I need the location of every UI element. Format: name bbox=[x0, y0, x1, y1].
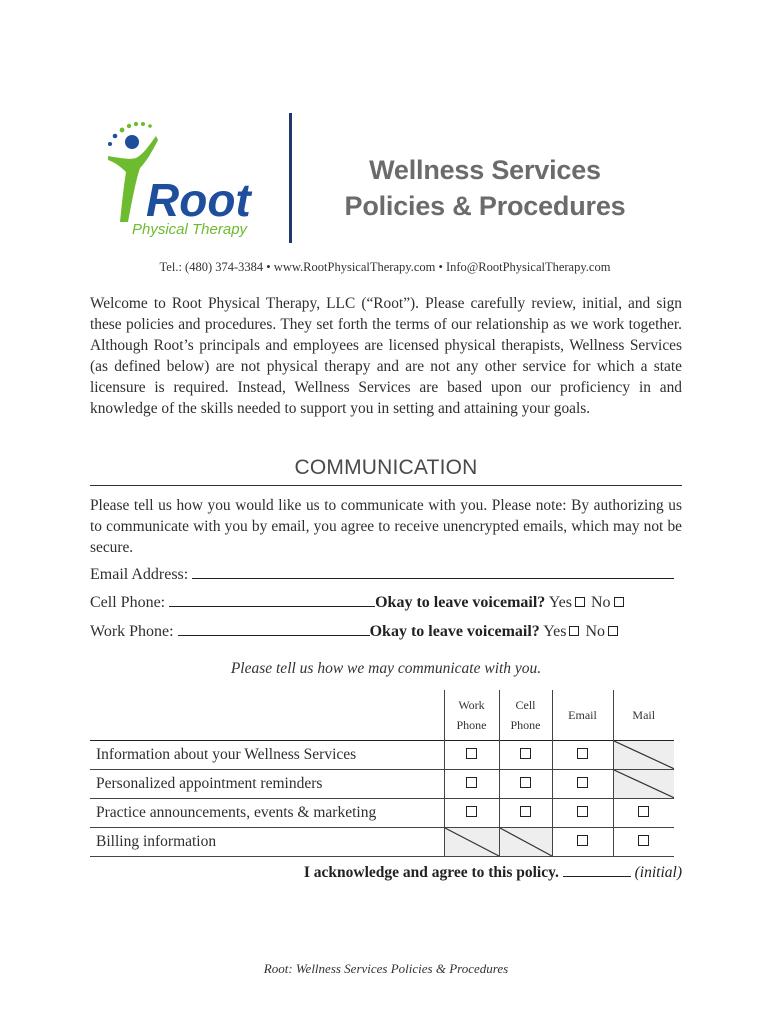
cell-reminders-email bbox=[552, 770, 613, 799]
work-voicemail-yes-label: Yes bbox=[543, 623, 567, 640]
work-voicemail-yes-checkbox[interactable] bbox=[569, 626, 579, 636]
table-header-row bbox=[90, 690, 674, 741]
checkbox-wellness-cell-phone[interactable] bbox=[520, 748, 531, 759]
cell-phone-row bbox=[90, 592, 626, 612]
cell-announcements-work bbox=[444, 799, 499, 828]
acknowledgement-line bbox=[90, 864, 682, 882]
email-address-label: Email Address: bbox=[90, 566, 189, 583]
checkbox-announcements-work-phone[interactable] bbox=[466, 806, 477, 817]
col-header-email: Email bbox=[552, 690, 613, 741]
table-header-blank bbox=[90, 690, 444, 741]
col-header-cell-phone: Cell Phone bbox=[499, 690, 552, 741]
work-voicemail-question: Okay to leave voicemail? bbox=[369, 623, 540, 640]
table-row bbox=[90, 799, 674, 828]
cell-announcements-cell bbox=[499, 799, 552, 828]
table-row bbox=[90, 741, 674, 770]
contact-info: Tel.: (480) 374-3384 • www.RootPhysicalTherapy.com • Info@RootPhysicalTherapy.com bbox=[159, 260, 611, 274]
cell-voicemail-yes-checkbox[interactable] bbox=[575, 597, 585, 607]
checkbox-billing-email[interactable] bbox=[577, 835, 588, 846]
logo-tagline-text: Physical Therapy bbox=[132, 221, 248, 238]
cell-wellness-cell bbox=[499, 741, 552, 770]
not-applicable-billing-cell bbox=[499, 828, 552, 857]
communication-intro-paragraph: Please tell us how you would like us to communicate with you. Please note: By authorizing us to communicate with you by email, you agree to receive unencrypted emails, which may not be secure. bbox=[90, 497, 682, 556]
cell-billing-email bbox=[552, 828, 613, 857]
cell-phone-label: Cell Phone: bbox=[90, 594, 166, 611]
checkbox-billing-mail[interactable] bbox=[638, 835, 649, 846]
checkbox-wellness-email[interactable] bbox=[577, 748, 588, 759]
col-header-mail: Mail bbox=[613, 690, 674, 741]
cell-billing-mail bbox=[613, 828, 674, 857]
work-phone-field[interactable] bbox=[178, 621, 370, 636]
checkbox-announcements-email[interactable] bbox=[577, 806, 588, 817]
preferences-caption: Please tell us how we may communicate with you. bbox=[230, 660, 542, 677]
cell-phone-field[interactable] bbox=[169, 592, 375, 607]
row-label-billing-information: Billing information bbox=[90, 828, 444, 857]
page-footer: Root: Wellness Services Policies & Procedures bbox=[263, 961, 509, 976]
row-label-appointment-reminders: Personalized appointment reminders bbox=[90, 770, 444, 799]
communication-preferences-table bbox=[90, 690, 674, 857]
cell-wellness-email bbox=[552, 741, 613, 770]
email-address-field[interactable] bbox=[192, 564, 674, 579]
cell-voicemail-question: Okay to leave voicemail? bbox=[375, 594, 546, 611]
checkbox-reminders-cell-phone[interactable] bbox=[520, 777, 531, 788]
work-phone-row bbox=[90, 621, 620, 641]
cell-voicemail-no-label: No bbox=[590, 594, 611, 611]
header-divider bbox=[289, 113, 292, 243]
acknowledgement-text: I acknowledge and agree to this policy. bbox=[303, 864, 559, 881]
cell-reminders-work bbox=[444, 770, 499, 799]
section-heading-rule bbox=[90, 485, 682, 486]
checkbox-reminders-work-phone[interactable] bbox=[466, 777, 477, 788]
work-phone-label: Work Phone: bbox=[90, 623, 174, 640]
row-label-practice-announcements: Practice announcements, events & marketing bbox=[90, 799, 444, 828]
checkbox-announcements-mail[interactable] bbox=[638, 806, 649, 817]
document-title-line-1: Wellness Services bbox=[369, 155, 601, 185]
cell-announcements-mail bbox=[613, 799, 674, 828]
logo-brand-text: Root bbox=[146, 174, 251, 226]
not-applicable-billing-work bbox=[444, 828, 499, 857]
checkbox-reminders-email[interactable] bbox=[577, 777, 588, 788]
work-voicemail-no-checkbox[interactable] bbox=[608, 626, 618, 636]
row-label-wellness-services: Information about your Wellness Services bbox=[90, 741, 444, 770]
cell-voicemail-yes-label: Yes bbox=[548, 594, 572, 611]
col-header-work-phone: Work Phone bbox=[444, 690, 499, 741]
checkbox-announcements-cell-phone[interactable] bbox=[520, 806, 531, 817]
initial-field[interactable] bbox=[563, 864, 631, 877]
cell-wellness-work bbox=[444, 741, 499, 770]
cell-reminders-cell bbox=[499, 770, 552, 799]
cell-voicemail-no-checkbox[interactable] bbox=[614, 597, 624, 607]
root-physical-therapy-logo bbox=[100, 118, 280, 240]
section-heading-communication: COMMUNICATION bbox=[294, 456, 478, 479]
email-address-row bbox=[90, 564, 674, 584]
not-applicable-wellness-mail bbox=[613, 741, 674, 770]
work-voicemail-no-label: No bbox=[585, 623, 606, 640]
cell-announcements-email bbox=[552, 799, 613, 828]
table-row bbox=[90, 770, 674, 799]
document-title-line-2: Policies & Procedures bbox=[344, 191, 626, 221]
intro-paragraph: Welcome to Root Physical Therapy, LLC (“Root”). Please carefully review, initial, and sign these policies and procedures. They set forth the terms of our relationship as we work together. Although Root’s principals and employees are licensed physical therapists, Wellness Services (as defined below) are not physical therapy and are not any other service for which a state licensure is required. Instead, Wellness Services are based upon our proficiency in and knowledge of the skills needed to support you in setting and attaining your goals. bbox=[90, 295, 682, 417]
not-applicable-reminders-mail bbox=[613, 770, 674, 799]
initial-label: (initial) bbox=[634, 864, 682, 881]
checkbox-wellness-work-phone[interactable] bbox=[466, 748, 477, 759]
table-row bbox=[90, 828, 674, 857]
